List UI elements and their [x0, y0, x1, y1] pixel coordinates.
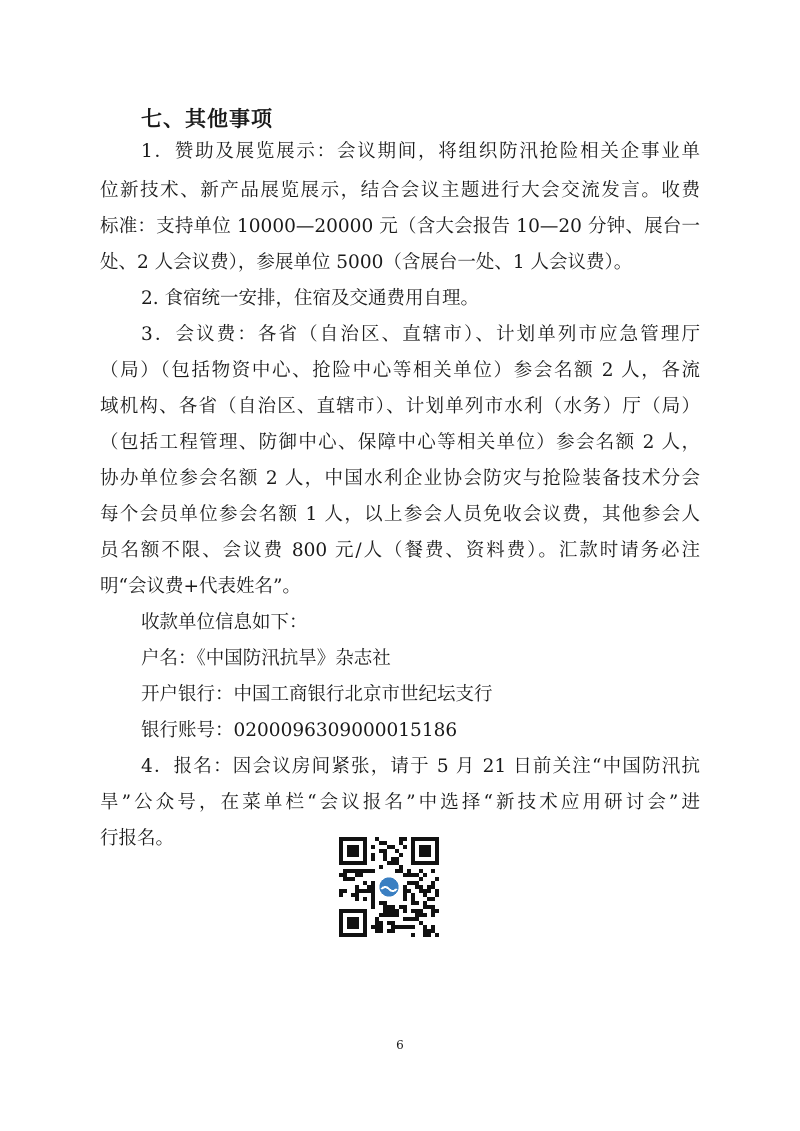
paragraph-line: 2. 食宿统一安排，住宿及交通费用自理。 — [141, 288, 480, 309]
paragraph-line: 员名额不限、会议费 800 元/人（餐费、资料费）。汇款时请务必注 — [100, 540, 700, 561]
payee-account-name: 户名：《中国防汛抗旱》杂志社 — [141, 648, 391, 669]
section-heading: 七、其他事项 — [141, 107, 273, 131]
payee-account-number: 银行账号：0200096309000015186 — [141, 720, 458, 741]
paragraph-line: 位新技术、新产品展览展示，结合会议主题进行大会交流发言。收费 — [100, 180, 700, 201]
paragraph-line: 旱”公众号，在菜单栏“会议报名”中选择“新技术应用研讨会”进 — [100, 792, 700, 813]
payee-bank: 开户银行：中国工商银行北京市世纪坛支行 — [141, 684, 493, 705]
paragraph-line: 4．报名：因会议房间紧张，请于 5 月 21 日前关注“中国防汛抗 — [141, 756, 700, 777]
page-number: 6 — [396, 1038, 404, 1052]
paragraph-line: 3．会议费：各省（自治区、直辖市）、计划单列市应急管理厅 — [141, 324, 700, 345]
paragraph-line: 明“会议费+代表姓名”。 — [100, 576, 301, 597]
paragraph-line: （包括工程管理、防御中心、保障中心等相关单位）参会名额 2 人， — [100, 432, 700, 453]
paragraph-line: 标准：支持单位 10000—20000 元（含大会报告 10—20 分钟、展台一 — [100, 216, 700, 237]
qr-code-icon[interactable] — [339, 837, 439, 937]
paragraph-line: 处、2 人会议费），参展单位 5000（含展台一处、1 人会议费）。 — [100, 252, 633, 273]
paragraph-line: 1．赞助及展览展示：会议期间，将组织防汛抢险相关企事业单 — [141, 141, 700, 162]
paragraph-line: （局）（包括物资中心、抢险中心等相关单位）参会名额 2 人，各流 — [100, 360, 700, 381]
paragraph-line: 行报名。 — [100, 828, 175, 849]
paragraph-line: 协办单位参会名额 2 人，中国水利企业协会防灾与抢险装备技术分会 — [100, 468, 700, 489]
payee-intro: 收款单位信息如下： — [141, 612, 308, 633]
paragraph-line: 域机构、各省（自治区、直辖市）、计划单列市水利（水务）厅（局） — [100, 396, 700, 417]
paragraph-line: 每个会员单位参会名额 1 人，以上参会人员免收会议费，其他参会人 — [100, 504, 700, 525]
